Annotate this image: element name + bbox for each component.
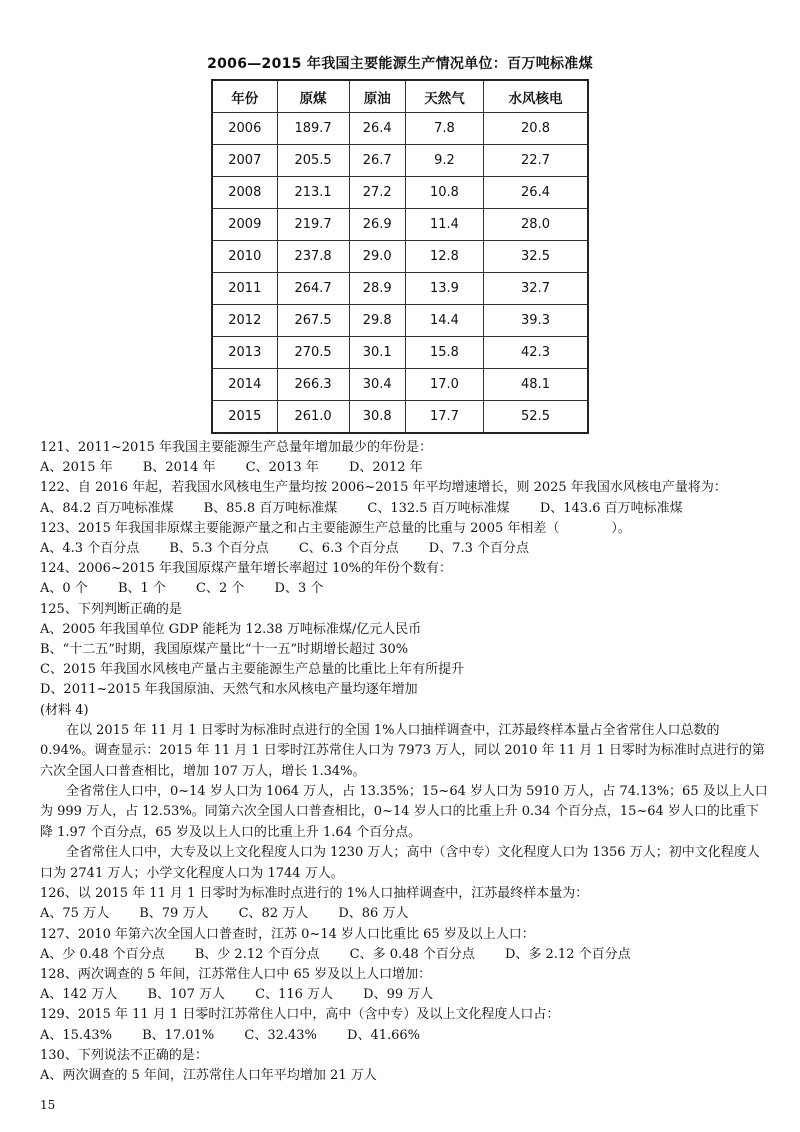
option-b: B、107 万人	[147, 987, 225, 1003]
option-c: C、2015 年我国水风核电产量占主要能源生产总量的比重比上年有所提升	[40, 662, 465, 678]
cell-coal: 213.1	[277, 177, 349, 209]
material-paragraph-2: 全省常住人口中，0~14 岁人口为 1064 万人，占 13.35%；15~64 岁人口为 5910 万人，占 74.13%；65 及以上人口为 999 万人，占 12.53%。同第六次全国人口普查相比，0~14 岁人口的比重上升 0.34 个百分点，15~64 岁人口的比重下降 1.97 个百分点，65 岁及以上人口的比重上升 1.64 个百分点。	[40, 784, 768, 840]
option-a: A、84.2 百万吨标准煤	[40, 500, 174, 516]
option-d: D、7.3 个百分点	[428, 541, 529, 557]
question-124-options	[40, 579, 770, 599]
cell-year: 2007	[212, 145, 277, 177]
cell-oil: 28.9	[349, 273, 405, 305]
option-c: C、2013 年	[245, 460, 319, 476]
cell-hydro: 28.0	[484, 209, 588, 241]
cell-oil: 26.4	[349, 113, 405, 145]
option-b: B、17.01%	[142, 1027, 215, 1043]
question-text-block	[40, 438, 770, 1086]
cell-coal: 270.5	[277, 337, 349, 369]
cell-year: 2011	[212, 273, 277, 305]
question-124-stem: 124、2006~2015 年我国原煤产量年增长率超过 10%的年份个数有：	[40, 561, 453, 577]
cell-oil: 26.9	[349, 209, 405, 241]
option-a: A、2015 年	[40, 460, 113, 476]
question-128-options	[40, 985, 770, 1005]
option-b: B、2014 年	[142, 460, 216, 476]
material-paragraph-3: 全省常住人口中，大专及以上文化程度人口为 1230 万人；高中（含中专）文化程度人口为 1356 万人；初中文化程度人口为 2741 万人；小学文化程度人口为 1744 万人。	[40, 845, 760, 881]
cell-coal: 261.0	[277, 401, 349, 434]
table-row	[212, 177, 588, 209]
cell-coal: 205.5	[277, 145, 349, 177]
question-121-stem: 121、2011~2015 年我国主要能源生产总量年增加最少的年份是：	[40, 440, 433, 455]
cell-gas: 9.2	[405, 145, 483, 177]
question-130-stem: 130、下列说法不正确的是：	[40, 1047, 208, 1063]
question-123-options	[40, 539, 770, 559]
question-128-stem: 128、两次调查的 5 年间，江苏常住人口中 65 岁及以上人口增加：	[40, 966, 432, 982]
option-b: B、79 万人	[139, 906, 209, 922]
cell-year: 2006	[212, 113, 277, 145]
question-122-stem: 122、自 2016 年起，若我国水风核电生产量均按 2006~2015 年平均增速增长，则 2025 年我国水风核电产量将为：	[40, 480, 727, 496]
option-a: A、142 万人	[40, 987, 118, 1003]
cell-gas: 13.9	[405, 273, 483, 305]
cell-hydro: 22.7	[484, 145, 588, 177]
option-b: B、85.8 百万吨标准煤	[203, 500, 338, 516]
cell-hydro: 20.8	[484, 113, 588, 145]
option-c: C、32.43%	[244, 1027, 317, 1043]
option-d: D、多 2.12 个百分点	[504, 946, 631, 962]
table-row	[212, 305, 588, 337]
cell-coal: 219.7	[277, 209, 349, 241]
cell-year: 2014	[212, 369, 277, 401]
cell-oil: 29.0	[349, 241, 405, 273]
cell-hydro: 32.5	[484, 241, 588, 273]
material-label: (材料 4)	[40, 702, 89, 718]
question-127-stem: 127、2010 年第六次全国人口普查时，江苏 0~14 岁人口比重比 65 岁及以上人口：	[40, 926, 535, 942]
question-126-options	[40, 904, 770, 924]
cell-gas: 17.7	[405, 401, 483, 434]
table-row	[212, 401, 588, 434]
question-123-stem: 123、2015 年我国非原煤主要能源产量之和占主要能源生产总量的比重与 2005 年相差（ ）。	[40, 520, 631, 536]
option-d: D、143.6 百万吨标准煤	[539, 500, 683, 516]
cell-year: 2013	[212, 337, 277, 369]
question-129-stem: 129、2015 年 11 月 1 日零时江苏常住人口中，高中（含中专）及以上文化程度人口占：	[40, 1007, 560, 1023]
option-c: C、82 万人	[238, 906, 309, 922]
option-c: C、2 个	[196, 581, 245, 597]
cell-gas: 17.0	[405, 369, 483, 401]
cell-oil: 30.1	[349, 337, 405, 369]
option-b: B、1 个	[117, 581, 166, 597]
cell-gas: 14.4	[405, 305, 483, 337]
option-a: A、15.43%	[40, 1027, 112, 1043]
table-header-row	[212, 80, 588, 113]
header-hydro-wind-nuclear: 水风核电	[484, 80, 588, 113]
option-b: B、5.3 个百分点	[169, 541, 269, 557]
header-gas: 天然气	[405, 80, 483, 113]
cell-year: 2010	[212, 241, 277, 273]
option-a: A、0 个	[40, 581, 88, 597]
option-a: A、75 万人	[40, 906, 110, 922]
question-129-options	[40, 1026, 770, 1046]
cell-hydro: 52.5	[484, 401, 588, 434]
cell-coal: 237.8	[277, 241, 349, 273]
material-paragraph-1: 在以 2015 年 11 月 1 日零时为标准时点进行的全国 1%人口抽样调查中，江苏最终样本量占全省常住人口总数的 0.94%。调查显示：2015 年 11 月 1 日零时江苏常住人口为 7973 万人，同以 2010 年 11 月 1 日零时为标准时点进行的第六次全国人口普查相比，增加 107 万人，增长 1.34%。	[40, 722, 765, 779]
header-year: 年份	[212, 80, 277, 113]
table-row	[212, 241, 588, 273]
table-row	[212, 337, 588, 369]
option-d: D、2011~2015 年我国原油、天然气和水风核电产量均逐年增加	[40, 682, 418, 698]
option-a: A、少 0.48 个百分点	[40, 946, 165, 962]
cell-hydro: 48.1	[484, 369, 588, 401]
cell-coal: 264.7	[277, 273, 349, 305]
option-d: D、86 万人	[338, 906, 409, 922]
page-number: 15	[40, 1098, 56, 1112]
table-row	[212, 209, 588, 241]
option-b: B、少 2.12 个百分点	[194, 946, 320, 962]
cell-year: 2008	[212, 177, 277, 209]
cell-gas: 12.8	[405, 241, 483, 273]
question-121-options	[40, 458, 770, 478]
cell-hydro: 39.3	[484, 305, 588, 337]
cell-oil: 29.8	[349, 305, 405, 337]
cell-oil: 30.4	[349, 369, 405, 401]
option-c: C、6.3 个百分点	[298, 541, 399, 557]
cell-year: 2009	[212, 209, 277, 241]
cell-gas: 11.4	[405, 209, 483, 241]
question-127-options	[40, 945, 770, 965]
option-d: D、41.66%	[347, 1027, 421, 1043]
question-122-options	[40, 499, 770, 519]
cell-oil: 26.7	[349, 145, 405, 177]
header-coal: 原煤	[277, 80, 349, 113]
table-row	[212, 369, 588, 401]
cell-hydro: 42.3	[484, 337, 588, 369]
cell-oil: 27.2	[349, 177, 405, 209]
option-d: D、3 个	[274, 581, 324, 597]
cell-coal: 266.3	[277, 369, 349, 401]
cell-year: 2012	[212, 305, 277, 337]
header-oil: 原油	[349, 80, 405, 113]
cell-hydro: 32.7	[484, 273, 588, 305]
cell-gas: 10.8	[405, 177, 483, 209]
question-126-stem: 126、以 2015 年 11 月 1 日零时为标准时点进行的 1%人口抽样调查中，江苏最终样本量为：	[40, 886, 589, 902]
option-c: C、132.5 百万吨标准煤	[367, 500, 510, 516]
option-d: D、2012 年	[348, 460, 423, 476]
cell-coal: 267.5	[277, 305, 349, 337]
cell-year: 2015	[212, 401, 277, 434]
table-row	[212, 145, 588, 177]
option-d: D、99 万人	[363, 987, 434, 1003]
cell-coal: 189.7	[277, 113, 349, 145]
energy-production-table	[211, 79, 589, 434]
option-a: A、两次调查的 5 年间，江苏常住人口年平均增加 21 万人	[40, 1067, 377, 1083]
option-c: C、多 0.48 个百分点	[349, 946, 475, 962]
cell-hydro: 26.4	[484, 177, 588, 209]
table-row	[212, 113, 588, 145]
cell-gas: 15.8	[405, 337, 483, 369]
table-row	[212, 273, 588, 305]
option-a: A、4.3 个百分点	[40, 541, 140, 557]
cell-gas: 7.8	[405, 113, 483, 145]
table-title: 2006—2015 年我国主要能源生产情况单位：百万吨标准煤	[207, 56, 593, 72]
option-a: A、2005 年我国单位 GDP 能耗为 12.38 万吨标准煤/亿元人民币	[40, 621, 422, 637]
question-125-stem: 125、下列判断正确的是	[40, 601, 182, 617]
cell-oil: 30.8	[349, 401, 405, 434]
option-c: C、116 万人	[255, 987, 334, 1003]
option-b: B、“十二五”时期，我国原煤产量比“十一五”时期增长超过 30%	[40, 642, 409, 658]
